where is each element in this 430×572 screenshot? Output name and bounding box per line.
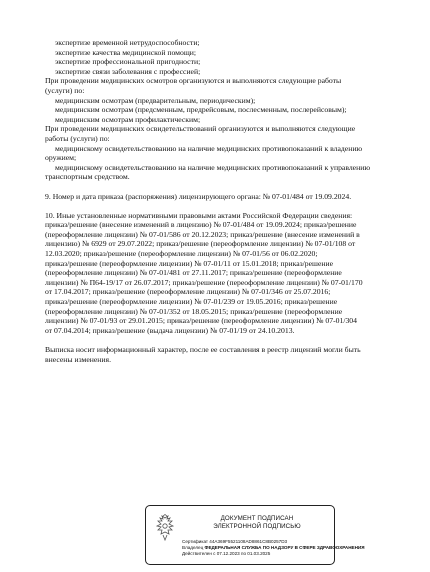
other-info-line: приказ/решение (переоформление лицензии) № 07-01/239 от 19.05.2016; приказ/решение [45,297,338,307]
other-info-line: (переоформление лицензии) № 07-01/481 от 27.11.2017; приказ/решение (переоформление [45,268,342,278]
other-info-line: (переоформление лицензии) № 07-01/352 от 18.05.2015; приказ/решение (переоформление [45,306,343,316]
other-info-line: лицензию) № 6929 от 29.07.2022; приказ/решение (переоформление лицензии) № 07-01/108 от [45,239,356,249]
stamp-validity: Действителен с 07.12.2023 по 01.03.2025 [182,551,271,556]
other-info-line: лицензии) № П64-19/17 от 26.07.2017; приказ/решение (переоформление лицензии) № 07-01/170 [45,277,363,287]
other-info-line: (переоформление лицензии) № 07-01/586 от 20.12.2023; приказ/решение (внесение изменений в [45,229,360,239]
disclaimer-line: Выписка носит информационный характер, после ее составления в реестр лицензий могли быть [45,345,361,354]
electronic-signature-stamp [145,505,365,565]
osvid-intro: работы (услуги) по: [45,133,110,143]
osmotr-item: медицинским осмотрам (предсменным, предрейсовым, послесменным, послерейсовым); [55,105,347,115]
other-info-line: 10. Иные установленные нормативными правовыми актами Российской Федерации сведения: [45,210,353,220]
other-info-line: приказ/решение (внесение изменений в лицензию) № 07-01/484 от 19.09.2024; приказ/решение [45,220,357,230]
osvid-item-cont: оружием; [45,153,77,163]
stamp-title: ДОКУМЕНТ ПОДПИСАН [220,515,294,522]
other-info-line: лицензии) № 07-01/93 от 29.01.2015; приказ/решение (переоформление лицензии) № 07-01/304 [45,316,357,326]
expertise-item: экспертизе временной нетрудоспособности; [55,38,200,47]
other-info-line: приказ/решение (переоформление лицензии) № 07-01/11 от 15.01.2018; приказ/решение [45,258,334,268]
osmotr-item: медицинским осмотрам (предварительным, периодическим); [55,95,256,105]
order-number: 9. Номер и дата приказа (распоряжения) лицензирующего органа: № 07-01/484 от 19.09.2024. [45,191,352,201]
stamp-owner-name: ФЕДЕРАЛЬНАЯ СЛУЖБА ПО НАДЗОРУ В СФЕРЕ ЗДРАВООХРАНЕНИЯ [204,545,365,550]
stamp-certificate: Сертификат 44A369F5521108AD8861C8B0257D3 [182,539,288,544]
stamp-subtitle: ЭЛЕКТРОННОЙ ПОДПИСЬЮ [213,523,301,530]
license-text-block [45,38,405,364]
stamp-owner-label: Владелец [182,545,204,550]
osvid-item-cont: транспортным средством. [45,172,130,182]
coat-of-arms-icon [154,514,176,542]
osvid-item: медицинскому освидетельствованию на наличие медицинских противопоказаний к управлению [55,162,371,172]
expertise-item: экспертизе профессиональной пригодности; [55,57,201,67]
disclaimer-line: внесены изменения. [45,354,111,364]
osvid-item: медицинскому освидетельствованию на наличие медицинских противопоказаний к владению [55,143,363,153]
expertise-item: экспертизе качества медицинской помощи; [55,47,197,57]
expertise-item: экспертизе связи заболевания с профессией; [55,66,201,76]
other-info-line: от 07.04.2014; приказ/решение (выдача лицензии) № 07-01/19 от 24.10.2013. [45,325,295,335]
osmotr-intro: (услуги) по: [45,85,85,95]
other-info-line: от 17.04.2017; приказ/решение (переоформление лицензии) № 07-01/346 от 25.07.2016; [45,287,331,297]
osvid-intro: При проведении медицинских освидетельствований организуются и выполняются следующие [45,124,356,134]
osmotr-item: медицинским осмотрам профилактическим; [55,114,201,124]
stamp-owner [182,545,365,550]
osmotr-intro: При проведении медицинских осмотров организуются и выполняются следующие работы [45,76,342,86]
other-info-line: 12.03.2020; приказ/решение (переоформление лицензии) № 07-01/56 от 06.02.2020; [45,249,318,259]
